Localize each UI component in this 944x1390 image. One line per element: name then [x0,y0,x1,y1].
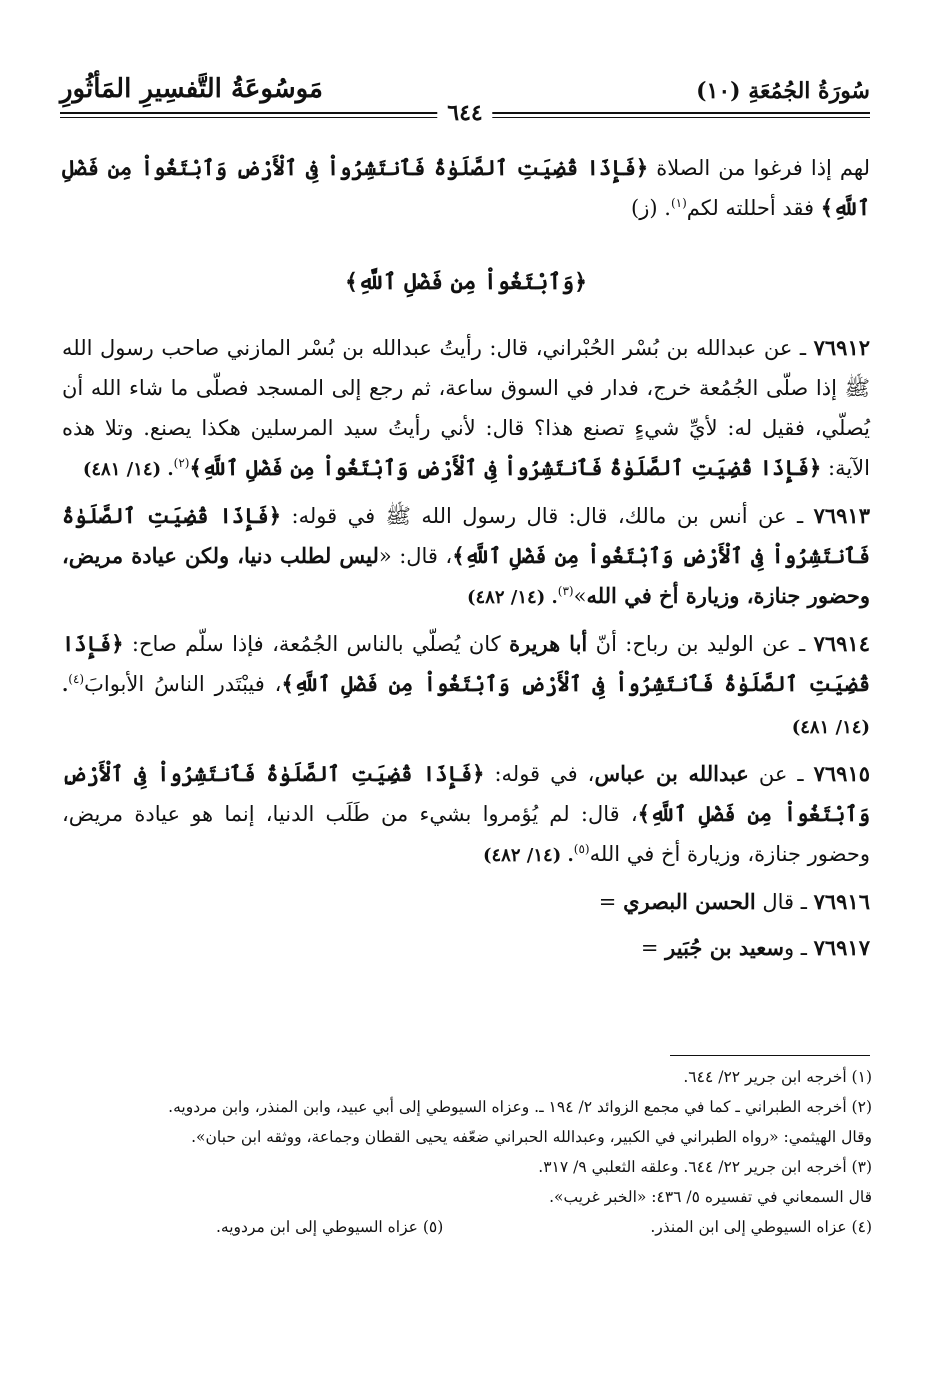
entry-text: ـ عن الوليد بن رباح: أنّ [595,632,806,656]
narrator-name: سعيد بن جُبَير [665,935,784,960]
entry-text: ، قال: لم يُؤمروا بشيء من طَلَب الدنيا، إنما هو عيادة مريض، وحضور جنازة، وزيارة أخ في الله [62,802,870,866]
main-text [62,148,870,974]
footnote: (٣) أخرجه ابن جرير ٢٢/ ٦٤٤. وعلقه الثعلبي ٩/ ٣١٧. [538,1158,872,1176]
narrator-name: عبدالله بن عباس [594,761,749,786]
footnote-marker: (٣) [557,584,574,598]
footnote-marker: (٢) [173,456,190,470]
entry-number: ٧٦٩١٥ [813,761,871,786]
footnotes [66,1064,872,1241]
narration-entry [62,928,870,968]
intro-paragraph [62,148,870,228]
entry-number: ٧٦٩١٢ [813,335,871,360]
entry-text: » [573,584,587,608]
intro-text: فقد أحللته لكم [686,196,815,220]
quran-verse: ﴿فَإِذَا قُضِيَتِ ٱلصَّلَوٰةُ فَٱنتَشِرُواْ فِى ٱلْأَرْضِ وَٱبْتَغُواْ مِن فَضْلِ ٱللَّهِ﴾ [62,631,870,696]
footnote-marker: (١) [670,196,687,210]
entry-text: ـ عن عبدالله بن بُسْر الحُبْراني، قال: رأيتُ عبدالله بن بُسْر المازني صاحب رسول الله ﷺ إذا صلّى الجُمُعة خرج، فدار في السوق ساعة، ثم رجع إلى المسجد فصلّى ما شاء الله أن يُصلّي، فقيل له: لأيِّ شيءٍ تصنع هذا؟ قال: لأني رأيتُ سيد المرسلين هكذا يصنع. وتلا هذه الآية: [62,336,870,480]
entry-text: ـ عن أنس بن مالك، قال: قال رسول الله ﷺ في قوله: [291,504,804,528]
entry-text: ، في قوله: [494,762,595,786]
narration-entry [62,754,870,876]
narrator-name: أبا هريرة [509,631,588,656]
entry-text: كان يُصلّي بالناس الجُمُعة، فإذا سلّم صاح: [131,632,501,656]
entry-text: ـ و [783,936,807,960]
entry-text: ـ قال [762,890,807,914]
volume-reference: . (١٤/ ٤٨١) [62,675,870,738]
page-header [60,70,870,128]
footnote-row [66,1214,872,1241]
intro-text: لهم إذا فرغوا من الصلاة [656,156,870,180]
footnote-marker: (٤) [68,672,85,686]
book-title: مَوسُوعَةُ التَّفسِيرِ المَأثُورِ [60,74,323,104]
footnote: (٥) عزاه السيوطي إلى ابن مردويه. [216,1218,444,1236]
quran-verse: ﴿فَإِذَا قُضِيَتِ ٱلصَّلَوٰةُ فَٱنتَشِرُواْ فِى ٱلْأَرْضِ وَٱبْتَغُواْ مِن فَضْلِ ٱللَّهِ﴾ [189,455,822,480]
hadith-text: ليس لطلب دنيا، ولكن عيادة مريض، وحضور جنازة، وزيارة أخ في الله [62,543,870,608]
footnote: قال السمعاني في تفسيره ٥/ ٤٣٦: «الخبر غريب». [549,1188,872,1206]
entry-number: ٧٦٩١٤ [813,631,870,656]
volume-reference: . (١٤/ ٤٨١) [82,459,174,480]
narration-entry [62,624,870,748]
narration-entry [62,496,870,618]
entry-text: = [598,890,617,914]
entry-number: ٧٦٩١٣ [813,503,870,528]
section-heading: ﴿وَٱبْتَغُواْ مِن فَضْلِ ٱللَّهِ﴾ [344,269,588,295]
entry-text: = [640,936,659,960]
entry-text: ، فيبْتَدر الناسُ الأبوابَ [84,672,282,696]
quran-verse: ﴿فَإِذَا قُضِيَتِ ٱلصَّلَوٰةُ فَٱنتَشِرُواْ فِى ٱلْأَرْضِ وَٱبْتَغُواْ مِن فَضْلِ ٱللَّهِ﴾ [62,503,870,568]
entry-text: ، قال: « [378,544,453,568]
page-number: ٦٤٤ [437,100,492,126]
entry-text: ـ عن [758,762,804,786]
footnote: (٤) عزاه السيوطي إلى ابن المنذر. [650,1218,872,1236]
footnote-divider [670,1055,870,1056]
intro-text: . (ز) [631,196,671,220]
entry-number: ٧٦٩١٧ [813,935,870,960]
quran-verse: ﴿فَإِذَا قُضِيَتِ ٱلصَّلَوٰةُ فَٱنتَشِرُواْ فِى ٱلْأَرْضِ وَٱبْتَغُواْ مِن فَضْلِ ٱللَّهِ﴾ [62,155,870,220]
narrator-name: الحسن البصري [623,889,756,914]
narration-entry [62,882,870,922]
surah-title: سُورَةُ الجُمُعَةِ (١٠) [696,78,870,104]
footnote: (١) أخرجه ابن جرير ٢٢/ ٦٤٤. [683,1068,872,1086]
entry-number: ٧٦٩١٦ [813,889,870,914]
footnote: وقال الهيثمي: «رواه الطبراني في الكبير، وعبدالله الحبراني ضعّفه يحيى القطان وجماعة، ووثقه ابن حبان». [191,1128,872,1146]
volume-reference: . (١٤/ ٤٨٢) [466,587,558,608]
footnote: (٢) أخرجه الطبراني ـ كما في مجمع الزوائد ٢/ ١٩٤ ـ. وعزاه السيوطي إلى أبي عبيد، وابن المنذر، وابن مردويه. [168,1098,872,1116]
footnote-marker: (٥) [573,842,590,856]
quran-verse: ﴿فَإِذَا قُضِيَتِ ٱلصَّلَوٰةُ فَٱنتَشِرُواْ فِى ٱلْأَرْضِ وَٱبْتَغُواْ مِن فَضْلِ ٱللَّهِ﴾ [62,761,870,826]
volume-reference: . (١٤/ ٤٨٢) [482,845,574,866]
narration-entry [62,328,870,490]
